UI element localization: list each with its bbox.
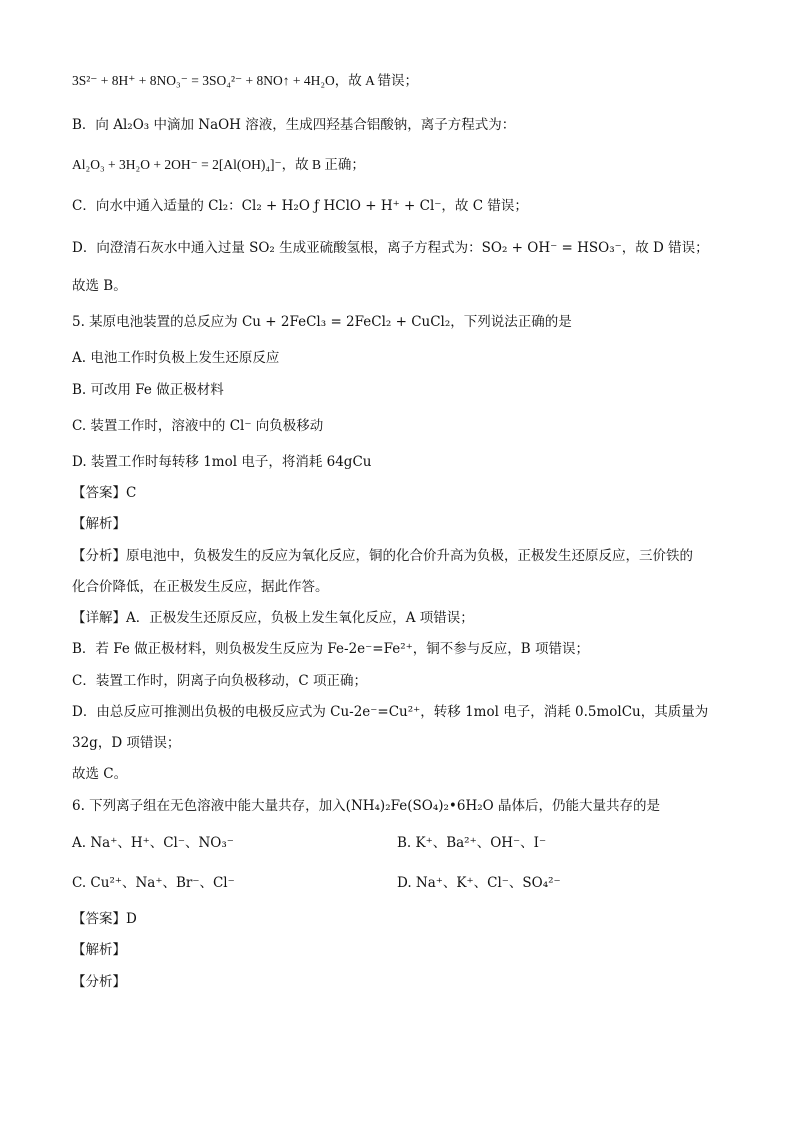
q5-option-c: C. 装置工作时，溶液中的 Cl⁻ 向负极移动 [72, 418, 324, 434]
explanation-b: B．向 Al₂O₃ 中滴加 NaOH 溶液，生成四羟基合铝酸钠，离子方程式为： [72, 117, 516, 133]
q5-detail-d-cont: 32g，D 项错误； [72, 735, 181, 751]
question-6-stem: 6. 下列离子组在无色溶液中能大量共存，加入(NH₄)₂Fe(SO₄)₂•6H₂O 晶体后，仍能大量共存的是 [72, 798, 661, 814]
answer-a-equation: 3S²⁻ + 8H⁺ + 8NO₃⁻ = 3SO₄²⁻ + 8NO↑ + 4H₂O，故 A 错误； [72, 73, 419, 88]
q5-analysis-line2: 化合价降低，在正极发生反应，据此作答。 [72, 579, 329, 595]
q5-option-b: B. 可改用 Fe 做正极材料 [72, 382, 224, 398]
q5-detail-c: C．装置工作时，阴离子向负极移动，C 项正确； [72, 673, 367, 689]
q5-detail-a: 【详解】A．正极发生还原反应，负极上发生氧化反应，A 项错误； [72, 610, 474, 626]
equation-b: Al₂O₃ + 3H₂O + 2OH⁻ = 2[Al(OH)₄]⁻，故 B 正确； [72, 157, 365, 172]
q6-analysis-heading: 【解析】 [72, 942, 126, 958]
q6-option-c: C. Cu²⁺、Na⁺、Br⁻、Cl⁻ [72, 875, 235, 891]
q6-option-a: A. Na⁺、H⁺、Cl⁻、NO₃⁻ [72, 835, 234, 851]
q5-detail-d: D．由总反应可推测出负极的电极反应式为 Cu-2e⁻=Cu²⁺，转移 1mol 电子，消耗 0.5molCu，其质量为 [72, 704, 709, 720]
question-5-stem: 5. 某原电池装置的总反应为 Cu + 2FeCl₃ = 2FeCl₂ + CuCl₂，下列说法正确的是 [72, 314, 572, 330]
q5-option-d: D. 装置工作时每转移 1mol 电子，将消耗 64gCu [72, 454, 372, 470]
explanation-c: C．向水中通入适量的 Cl₂：Cl₂ + H₂O ƒ HClO + H⁺ + Cl⁻，故 C 错误； [72, 198, 528, 214]
explanation-d: D．向澄清石灰水中通入过量 SO₂ 生成亚硫酸氢根，离子方程式为：SO₂ + OH⁻ = HSO₃⁻，故 D 错误； [72, 240, 709, 256]
q5-analysis-line1: 【分析】原电池中，负极发生的反应为氧化反应，铜的化合价升高为负极，正极发生还原反应，三价铁的 [72, 548, 693, 564]
choose-b: 故选 B。 [72, 278, 127, 294]
q6-answer: 【答案】D [72, 911, 137, 927]
q5-detail-b: B．若 Fe 做正极材料，则负极发生反应为 Fe-2e⁻=Fe²⁺，铜不参与反应，B 项错误； [72, 641, 589, 657]
q5-option-a: A. 电池工作时负极上发生还原反应 [72, 350, 280, 366]
q5-answer: 【答案】C [72, 485, 137, 501]
choose-c: 故选 C。 [72, 766, 128, 782]
q6-option-d: D. Na⁺、K⁺、Cl⁻、SO₄²⁻ [397, 875, 561, 891]
q5-analysis-heading: 【解析】 [72, 516, 126, 532]
q6-analysis-sub: 【分析】 [72, 974, 126, 990]
q6-option-b: B. K⁺、Ba²⁺、OH⁻、I⁻ [397, 835, 547, 851]
